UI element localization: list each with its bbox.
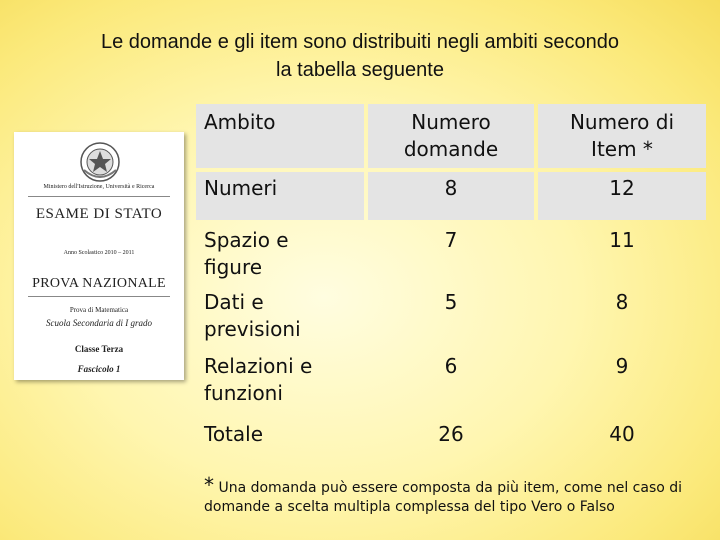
table-cell xyxy=(368,352,534,414)
row-item: 9 xyxy=(615,354,629,378)
title-line-1: Le domande e gli item sono distribuiti negli ambiti secondo xyxy=(100,31,620,53)
table-row xyxy=(196,288,364,350)
title-line-2: la tabella seguente xyxy=(276,59,444,81)
cover-class: Classe Terza xyxy=(74,344,124,354)
table-cell xyxy=(538,416,706,458)
header-cell-ambito xyxy=(196,104,364,168)
row-ambito-line2: figure xyxy=(204,255,263,279)
total-domande: 26 xyxy=(438,422,464,446)
header-ambito: Ambito xyxy=(204,110,276,134)
total-item: 40 xyxy=(609,422,635,446)
cover-year: Anno Scolastico 2010 – 2011 xyxy=(63,250,135,256)
total-label: Totale xyxy=(204,422,264,446)
table-cell xyxy=(538,352,706,414)
table-cell xyxy=(368,416,534,458)
row-ambito-line2: previsioni xyxy=(204,317,301,341)
cover-subject: Prova di Matematica xyxy=(69,306,129,314)
row-ambito-line1: Relazioni e xyxy=(204,354,313,378)
cover-ministry: Ministero dell'Istruzione, Università e Ricerca xyxy=(43,184,155,190)
page-title xyxy=(30,28,690,84)
table-cell xyxy=(538,224,706,286)
cover-divider xyxy=(28,196,170,197)
row-item: 12 xyxy=(609,176,635,200)
footnote-star: * xyxy=(204,473,214,497)
header-item-line1: Numero di xyxy=(569,110,675,134)
table-row xyxy=(196,352,364,414)
header-domande-line2: domande xyxy=(403,137,499,161)
header-item-line2: Item * xyxy=(591,137,653,161)
booklet-cover-image xyxy=(14,132,184,380)
row-ambito: Numeri xyxy=(204,176,278,200)
row-domande: 7 xyxy=(444,228,458,252)
row-domande: 5 xyxy=(444,290,458,314)
row-domande: 6 xyxy=(444,354,458,378)
table-cell xyxy=(368,224,534,286)
header-cell-item xyxy=(538,104,706,168)
table-row xyxy=(196,172,364,220)
table-cell xyxy=(538,172,706,220)
row-domande: 8 xyxy=(444,176,458,200)
table-row xyxy=(196,224,364,286)
row-item: 11 xyxy=(609,228,635,252)
cover-test: PROVA NAZIONALE xyxy=(32,276,166,291)
row-item: 8 xyxy=(615,290,629,314)
cover-booklet: Fascicolo 1 xyxy=(77,364,121,374)
total-row xyxy=(196,416,364,458)
footnote xyxy=(204,473,694,517)
ambiti-table xyxy=(196,104,706,458)
footnote-text: Una domanda può essere composta da più item, come nel caso di domande a scelta multipla complessa del tipo Vero o Falso xyxy=(204,480,683,515)
row-ambito-line2: funzioni xyxy=(204,381,283,405)
header-cell-domande xyxy=(368,104,534,168)
header-domande-line1: Numero xyxy=(411,110,491,134)
cover-heading: ESAME DI STATO xyxy=(35,206,163,222)
row-ambito-line1: Dati e xyxy=(204,290,264,314)
row-ambito-line1: Spazio e xyxy=(204,228,289,252)
table-cell xyxy=(368,172,534,220)
cover-divider xyxy=(28,296,170,297)
cover-school: Scuola Secondaria di I grado xyxy=(46,318,152,328)
table-cell xyxy=(538,288,706,350)
table-cell xyxy=(368,288,534,350)
republic-emblem-icon xyxy=(78,140,122,184)
